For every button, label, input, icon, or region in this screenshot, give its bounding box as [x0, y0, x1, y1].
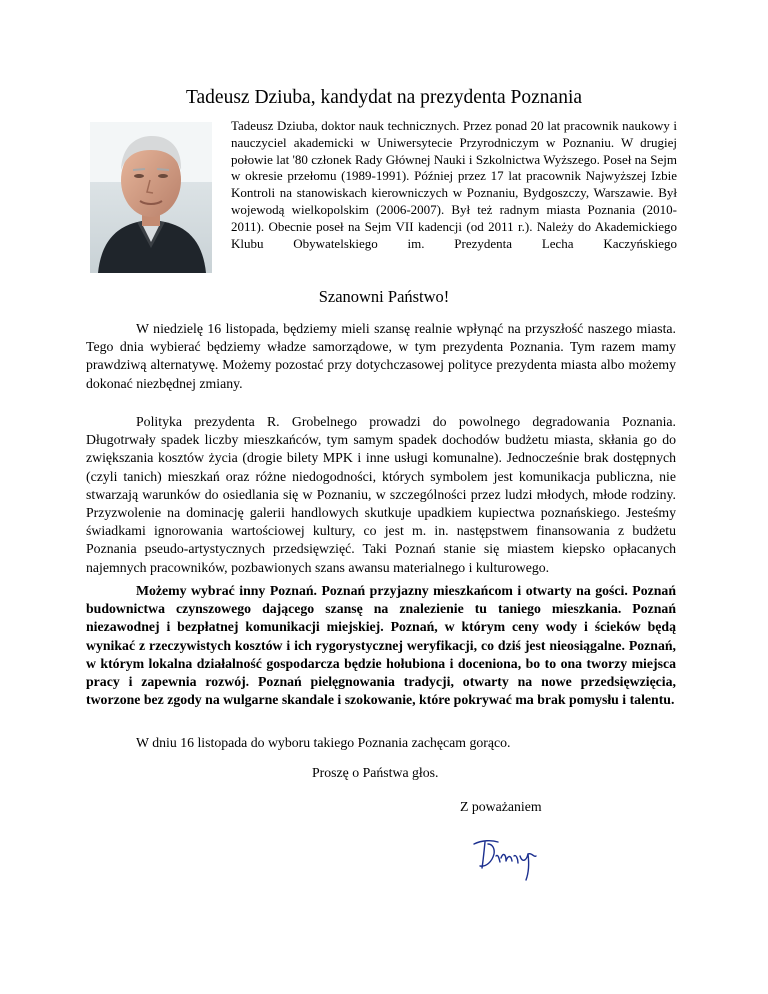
closing-regards: Z poważaniem	[460, 799, 542, 814]
page-title: Tadeusz Dziuba, kandydat na prezydenta Poznania	[185, 87, 583, 108]
portrait-photo	[90, 122, 212, 273]
paragraph-3: Możemy wybrać inny Poznań. Poznań przyjazny mieszkańcom i otwarty na gości. Poznań budownictwa czynszowego dającego szansę na znalezienie tu taniego mieszkania. Poznań niezawodnej i bezpłatnej komunikacji miejskiej. Poznań, w którym ceny wody i ścieków będą wynikać z rzeczywistych kosztów i ich rygorystycznej weryfikacji, co dziś jest nieosiągalne. Poznań, w którym lokalna działalność gospodarcza będzie hołubiona i doceniona, bo to ona tworzy miejsca pracy i zapewnia rozwój. Poznań pielęgnowania tradycji, otwarty na nowe przedsięwzięcia, tworzone bez zgody na wulgarne skandale i szokowanie, które pokrywać ma brak pomysłu i talentu.	[86, 583, 676, 708]
signature-icon	[468, 834, 548, 886]
salutation: Szanowni Państwo!	[318, 287, 450, 306]
paragraph-2: Polityka prezydenta R. Grobelnego prowadzi do powolnego degradowania Poznania. Długotrwały spadek liczby mieszkańców, tym samym spadek dochodów budżetu miasta, skłania go do zwiększania kosztów życia (drogie bilety MPK i inne usługi komunalne). Jednocześnie brak dostępnych (czyli tanich) mieszkań oraz różne niedogodności, których symbolem jest komunikacja publiczna, nie stwarzają warunków do osiedlania się w Poznaniu, w szczególności przez ludzi młodych, młode rodziny. Przyzwolenie na dominację galerii handlowych skutkuje upadkiem kupiectwa poznańskiego. Jesteśmy świadkami ignorowania wartościowej kultury, co jest m. in. następstwem finansowania z budżetu Poznania pseudo-artystycznych przedsięwzięć. Taki Poznań stanie się miastem kiepsko opłacanych najemnych pracowników, pozbawionych szans awansu materialnego i kulturowego.	[86, 414, 676, 575]
candidate-bio: Tadeusz Dziuba, doktor nauk technicznych. Przez ponad 20 lat pracownik naukowy i nauczyciel akademicki w Uniwersytecie Przyrodniczym w Poznaniu. W drugiej połowie lat '80 członek Rady Głównej Nauki i Szkolnictwa Wyższego. Poseł na Sejm w okresie przełomu (1989-1991). Później przez 17 lat pracownik Najwyższej Izbie Kontroli na stanowiskach kierowniczych w Poznaniu, Bydgoszczy, Warszawie. Był wojewodą wielkopolskim (2006-2007). Był też radnym miasta Poznania (2010-2011). Obecnie poseł na Sejm VII kadencji (od 2011 r.). Należy do Akademickiego Klubu Obywatelskiego im. Prezydenta Lecha Kaczyńskiego	[231, 118, 677, 251]
closing-appeal: W dniu 16 listopada do wyboru takiego Poznania zachęcam gorąco.	[136, 735, 511, 750]
paragraph-1: W niedzielę 16 listopada, będziemy mieli szansę realnie wpłynąć na przyszłość naszego miasta. Tego dnia wybierać będziemy władze samorządowe, w tym prezydenta Poznania. Tym razem mamy prawdziwą alternatywę. Możemy pozostać przy dotychczasowej polityce prezydenta miasta albo możemy dokonać niezbędnej zmiany.	[86, 321, 676, 391]
closing-request: Proszę o Państwa głos.	[312, 765, 439, 780]
